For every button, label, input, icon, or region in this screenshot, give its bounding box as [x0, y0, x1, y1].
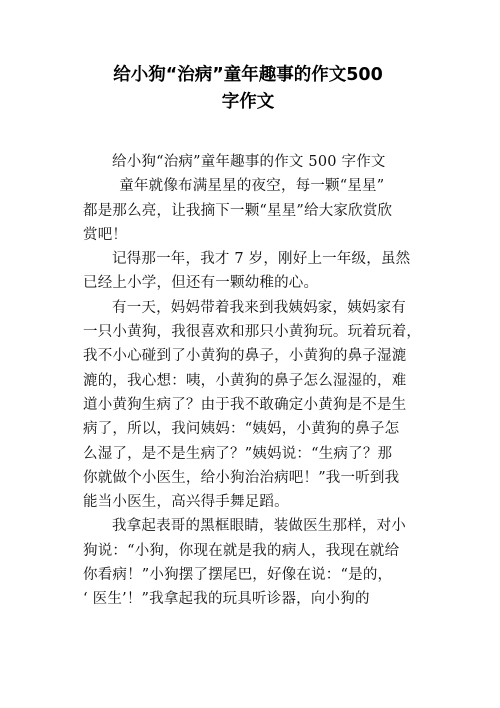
body-line: 病了，所以，我问姨妈：“姨妈，小黄狗的鼻子怎: [83, 421, 400, 438]
body-line: 给小狗“治病”童年趣事的作文 500 字作文: [112, 154, 386, 170]
document-body: [83, 150, 434, 612]
body-line: 记得那一年，我才 7 岁，刚好上一年级，虽然: [112, 251, 411, 268]
body-line: 么湿了，是不是生病了？”姨妈说：“生病了？那: [83, 445, 393, 462]
body-line: 赏吧！: [83, 226, 128, 243]
body-line: 一只小黄狗，我很喜欢和那只小黄狗玩。玩着玩着，: [83, 324, 422, 341]
body-line: 漉的，我心想：咦，小黄狗的鼻子怎么湿湿的，难: [83, 372, 407, 389]
title-line-1: 给小狗“治病”童年趣事的作文500: [113, 65, 383, 85]
body-line: 道小黄狗生病了？由于我不敢确定小黄狗是不是生: [83, 396, 407, 413]
body-line: 你看病！”小狗摆了摆尾巴，好像在说：“是的，: [83, 567, 393, 584]
body-line: 都是那么亮，让我摘下一颗“星星”给大家欣赏欣: [83, 202, 393, 219]
body-line: 能当小医生，高兴得手舞足蹈。: [83, 494, 289, 511]
body-line: 狗说：“小狗，你现在就是我的病人，我现在就给: [83, 542, 400, 559]
body-line: 有一天，妈妈带着我来到我姨妈家，姨妈家有: [112, 299, 406, 316]
body-line: 已经上小学，但还有一颗幼稚的心。: [83, 275, 319, 292]
body-line: 童年就像布满星星的夜空，每一颗“星星”: [119, 178, 385, 195]
body-line: 你就做个小医生，给小狗治治病吧！”我一听到我: [83, 469, 400, 486]
title-line-2: 字作文: [221, 92, 275, 112]
document-title: [82, 62, 414, 116]
body-line: 我不小心碰到了小黄狗的鼻子，小黄狗的鼻子湿漉: [83, 348, 407, 365]
body-line: 我拿起表哥的黑框眼睛，装做医生那样，对小: [112, 518, 406, 535]
body-line: ‘ 医生’！”我拿起我的玩具听诊器，向小狗的: [83, 591, 370, 608]
